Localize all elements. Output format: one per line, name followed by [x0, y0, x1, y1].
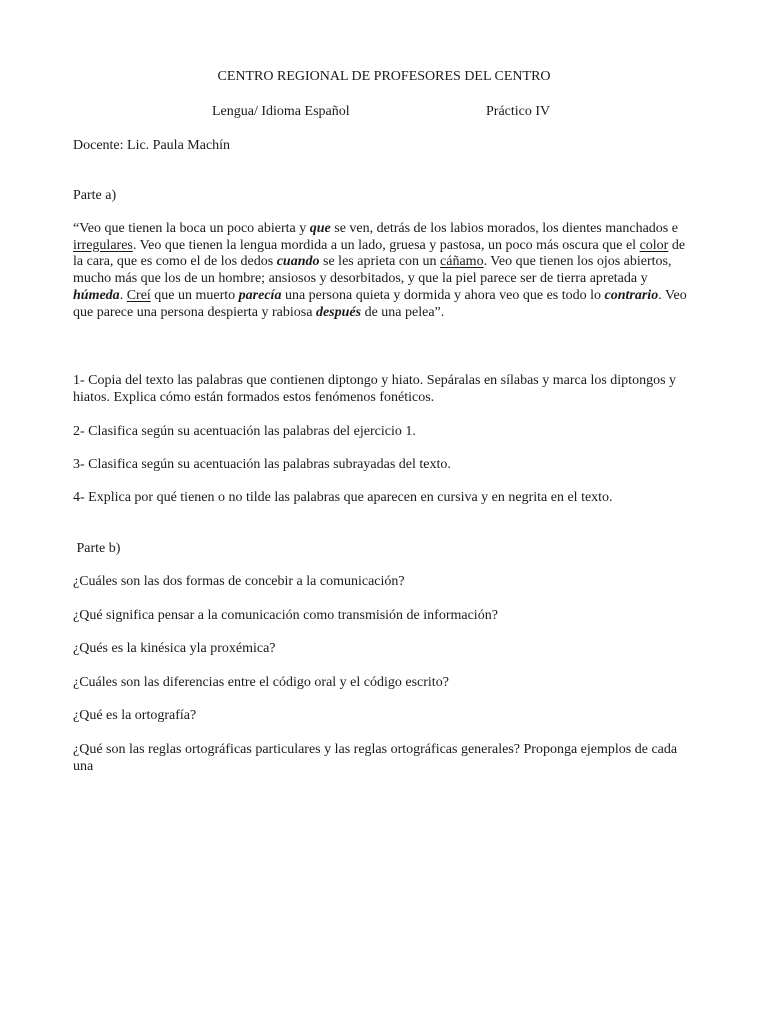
bold-italic-word: contrario — [604, 287, 659, 303]
exercise-1: 1- Copia del texto las palabras que contienen diptongo y hiato. Sepáralas en sílabas y marca los diptongos y hiatos. Explica cómo están formados estos fenómenos fonéticos. — [73, 373, 677, 405]
passage-text: se ven, detrás de los labios morados, los dientes manchados e — [330, 221, 678, 236]
part-b-title: Parte b) — [73, 541, 121, 556]
teacher-line: Docente: Lic. Paula Machín — [73, 138, 231, 153]
passage-text: . Veo que tienen los ojos abiertos, mucho más que los de un hombre; ansiosos y desorbitados, y que la piel parece ser de tierra apretada y — [73, 254, 672, 287]
institution-title: CENTRO REGIONAL DE PROFESORES DEL CENTRO — [217, 69, 551, 84]
passage-text: “Veo que tienen la boca un poco abierta y — [73, 221, 310, 236]
question-1: ¿Cuáles son las dos formas de concebir a la comunicación? — [73, 574, 405, 589]
part-a-title: Parte a) — [73, 188, 117, 203]
exercise-4: 4- Explica por qué tienen o no tilde las palabras que aparecen en cursiva y en negrita en el texto. — [73, 490, 613, 505]
passage-text: . — [119, 287, 127, 303]
question-3: ¿Qués es la kinésica yla proxémica? — [73, 641, 276, 656]
literary-passage — [73, 221, 698, 321]
passage-text: . Veo que tienen la lengua mordida a un lado, gruesa y pastosa, un poco más oscura que el — [132, 237, 640, 253]
passage-text: . Veo que parece una persona despierta y rabiosa — [73, 287, 687, 320]
question-2: ¿Qué significa pensar a la comunicación como transmisión de información? — [73, 608, 498, 623]
practical-number: Práctico IV — [486, 104, 551, 119]
passage-text: se les aprieta con un — [319, 254, 441, 270]
passage-text: una persona quieta y dormida y ahora veo que es todo lo — [281, 287, 605, 303]
underlined-word: color — [639, 237, 669, 253]
underlined-word: Creí — [126, 287, 151, 303]
passage-text: que un muerto — [150, 287, 239, 303]
question-4: ¿Cuáles son las diferencias entre el código oral y el código escrito? — [73, 675, 449, 690]
question-5: ¿Qué es la ortografía? — [73, 708, 197, 723]
passage-text: de la cara, que es como el de los dedos — [73, 237, 686, 270]
exercise-2: 2- Clasifica según su acentuación las palabras del ejercicio 1. — [73, 424, 416, 439]
underlined-word: irregulares — [73, 237, 133, 253]
bold-italic-word: cuando — [276, 254, 320, 270]
bold-italic-word: parecía — [238, 287, 282, 303]
bold-italic-word: que — [309, 221, 331, 236]
passage-text: de una pelea”. — [361, 304, 445, 320]
bold-italic-word: húmeda — [73, 287, 120, 303]
subject-line: Lengua/ Idioma Español — [212, 104, 350, 119]
underlined-word: cáñamo — [440, 254, 484, 270]
bold-italic-word: después — [315, 304, 362, 320]
question-6: ¿Qué son las reglas ortográficas particulares y las reglas ortográficas generales? Proponga ejemplos de cada una — [73, 742, 678, 774]
exercise-3: 3- Clasifica según su acentuación las palabras subrayadas del texto. — [73, 457, 451, 472]
